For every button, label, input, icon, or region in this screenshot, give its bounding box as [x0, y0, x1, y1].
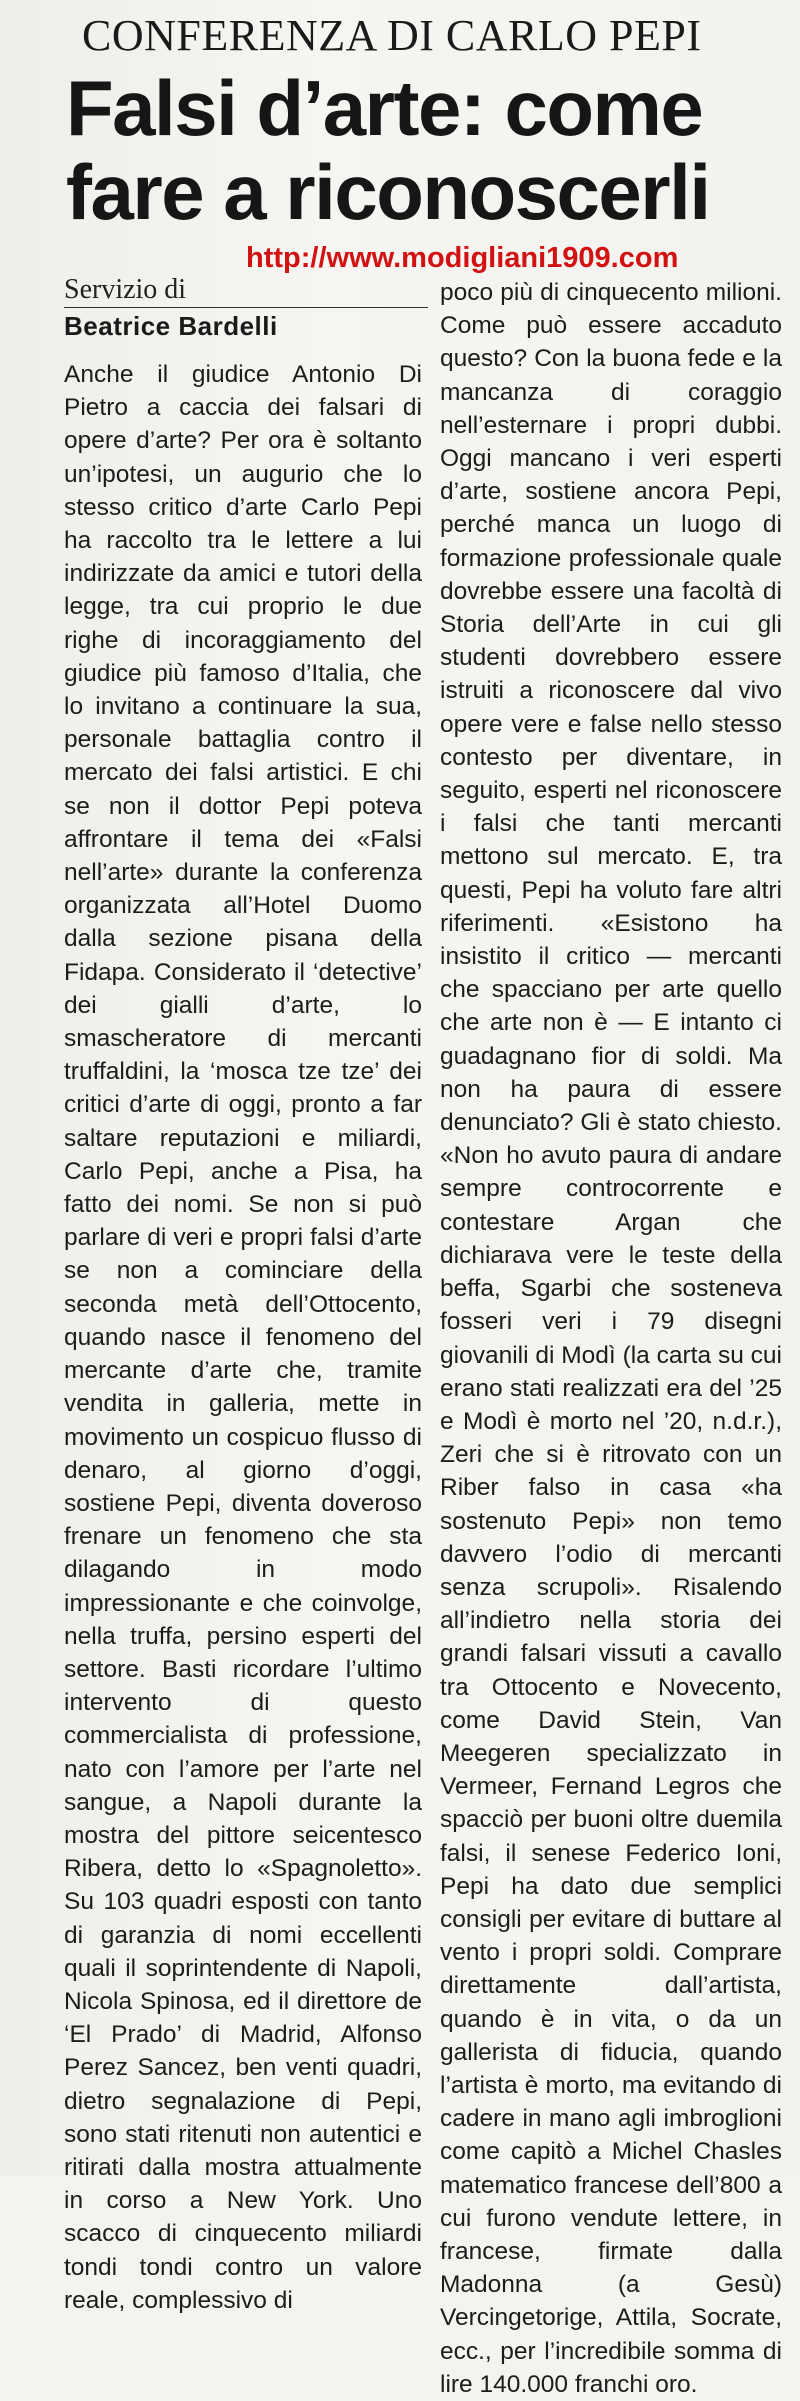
article-column-1: [64, 358, 422, 2317]
byline-divider: [64, 307, 428, 308]
column-2-text: poco più di cinquecento milioni. Come può essere accaduto questo? Con la buona fede e la mancanza di coraggio nell’esternare i propri dubbi. Oggi mancano i veri esperti d’arte, sostiene ancora Pepi, perché manca un luogo di formazione professionale quale dovrebbe essere una facoltà di Storia dell’Arte in cui gli studenti dovrebbero essere istruiti a riconoscere dal vivo opere vere e false nello stesso contesto per diventare, in seguito, esperti nel riconoscere i falsi che tanti mercanti mettono sul mercato. E, tra questi, Pepi ha voluto fare altri riferimenti. «Esistono ha insistito il critico — mercanti che spacciano per arte quello che arte non è — E intanto ci guadagnano fior di soldi. Ma non ha paura di essere denunciato? Gli è stato chiesto. «Non ho avuto paura di andare sempre controcorrente e contestare Argan che dichiarava vere le teste della beffa, Sgarbi che sosteneva fosseri veri i 79 disegni giovanili di Modì (la carta su cui erano stati realizzati era del ’25 e Modì è morto nel ’20, n.d.r.), Zeri che si è ritrovato con un Riber falso in casa «ha sostenuto Pepi» non temo davvero l’odio di mercanti senza scrupoli». Risalendo all’indietro nella storia dei grandi falsari vissuti a cavallo tra Ottocento e Novecento, come David Stein, Van Meegeren specializzato in Vermeer, Fernand Legros che spacciò per buoni oltre duemila falsi, il senese Federico Ioni, Pepi ha dato due semplici consigli per evitare di buttare al vento i propri soldi. Comprare direttamente dall’artista, quando è in vita, o da un gallerista di fiducia, quando l’artista è morto, ma evitando di cadere in mano agli imbroglioni come capitò a Michel Chasles matematico francese dell’800 a cui furono vendute lettere, in francese, firmate dalla Madonna (a Gesù) Vercingetorige, Attila, Socrate, ecc., per l’incredibile somma di lire 140.000 franchi oro.: [440, 279, 782, 2398]
source-url: http://www.modigliani1909.com: [246, 242, 679, 274]
article-headline: Falsi d’arte: come fare a riconoscerli: [66, 64, 710, 236]
byline-author: Beatrice Bardelli: [64, 311, 278, 341]
byline-label: Servizio di: [64, 274, 187, 305]
column-1-text: Anche il giudice Antonio Di Pietro a caccia dei falsari di opere d’arte? Per ora è soltanto un’ipotesi, un augurio che lo stesso critico d’arte Carlo Pepi ha raccolto tra le lettere a lui indirizzate da amici e tutori della legge, tra cui proprio le due righe di incoraggiamento del giudice più famoso d’Italia, che lo invitano a continuare la sua, personale battaglia contro il mercato dei falsi artistici. E chi se non il dottor Pepi poteva affrontare il tema dei «Falsi nell’arte» durante la conferenza organizzata all’Hotel Duomo dalla sezione pisana della Fidapa. Considerato il ‘detective’ dei gialli d’arte, lo smascheratore di mercanti truffaldini, la ‘mosca tze tze’ dei critici d’arte di oggi, pronto a far saltare reputazioni e miliardi, Carlo Pepi, anche a Pisa, ha fatto dei nomi. Se non si può parlare di veri e propri falsi d’arte se non a cominciare della seconda metà dell’Ottocento, quando nasce il fenomeno del mercante d’arte che, tramite vendita in galleria, mette in movimento un cospicuo flusso di denaro, al giorno d’oggi, sostiene Pepi, diventa doveroso frenare un fenomeno che sta dilagando in modo impressionante e che coinvolge, nella truffa, persino esperti del settore. Basti ricordare l’ultimo intervento di questo commercialista di professione, nato con l’amore per l’arte nel sangue, a Napoli durante la mostra del pittore seicentesco Ribera, detto lo «Spagnoletto». Su 103 quadri esposti con tanto di garanzia di nomi eccellenti quali il soprintendente di Napoli, Nicola Spinosa, ed il direttore de ‘El Prado’ di Madrid, Alfonso Perez Sancez, ben venti quadri, dietro segnalazione di Pepi, sono stati ritenuti non autentici e ritirati dalla mostra attualmente in corso a New York. Uno scacco di cinquecento miliardi tondi tondi contro un valore reale, complessivo di: [64, 361, 422, 2314]
article-kicker: CONFERENZA DI CARLO PEPI: [82, 11, 702, 60]
article-column-2: [440, 276, 782, 2401]
